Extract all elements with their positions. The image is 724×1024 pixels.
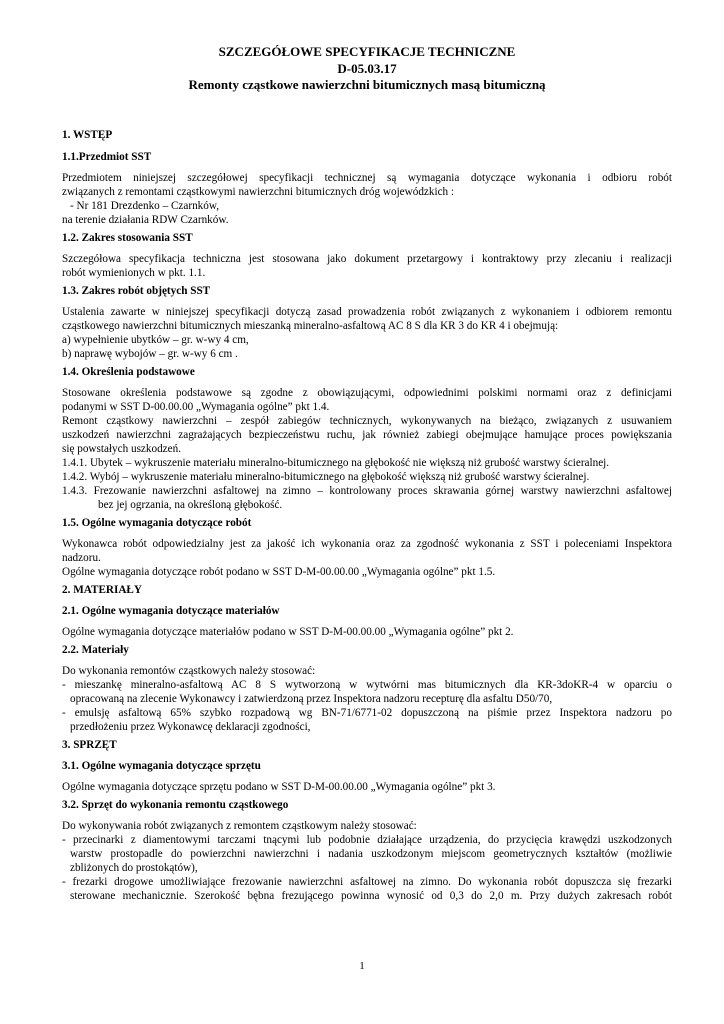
- paragraph-line: podanymi w SST D-00.00.00 „Wymagania ogólne” pkt 1.4.: [62, 400, 330, 413]
- section-heading: 3. SPRZĘT: [62, 738, 117, 751]
- list-item: sterowane mechanicznie. Szerokość bębna frezującego powinna wynosić od 0,3 do 2,0 m. Przy dużych zakresach robót: [70, 889, 672, 902]
- list-item: - frezarki drogowe umożliwiające frezowanie nawierzchni asfaltowej na zimno. Do wykonania robót dopuszcza się frezarki: [62, 875, 672, 888]
- document-page: [62, 44, 672, 903]
- subsection-heading: 3.1. Ogólne wymagania dotyczące sprzętu: [62, 759, 261, 772]
- paragraph-line: Ogólne wymagania dotyczące sprzętu podano w SST D-M-00.00.00 „Wymagania ogólne” pkt 3.: [62, 780, 496, 793]
- subsection-heading: 3.2. Sprzęt do wykonania remontu cząstkowego: [62, 798, 289, 811]
- page-number: 1: [359, 960, 365, 972]
- paragraph-line: Do wykonania remontów cząstkowych należy stosować:: [62, 664, 316, 677]
- list-item: opracowaną na zlecenie Wykonawcy i zatwierdzoną przez Inspektora nadzoru recepturę dla asfaltu D50/70,: [70, 692, 553, 705]
- subsection-heading: 1.1.Przedmiot SST: [62, 150, 152, 163]
- list-item: zbliżonych do prostokątów),: [70, 861, 198, 874]
- paragraph-line: Do wykonywania robót związanych z remontem cząstkowym należy stosować:: [62, 819, 417, 832]
- paragraph-line: Wykonawca robót odpowiedzialny jest za jakość ich wykonania oraz za zgodność wykonania z SST i poleceniami Inspektora: [62, 537, 672, 550]
- section-heading: 1. WSTĘP: [62, 128, 113, 141]
- list-item: warstw prostopadle do powierzchni nawierzchni i nadania uszkodzonym miejscom geometrycznych kształtów (możliwie: [70, 847, 672, 860]
- doc-code: D-05.03.17: [337, 60, 397, 76]
- definition-item: bez jej ogrzania, na określoną głębokość.: [98, 498, 283, 511]
- list-item: - mieszankę mineralno-asfaltową AC 8 S wytworzoną w wytwórni mas bitumicznych dla KR-3doKR-4 w oparciu o: [62, 678, 672, 691]
- section-heading: 2. MATERIAŁY: [62, 583, 142, 596]
- paragraph-line: Stosowane określenia podstawowe są zgodne z obowiązującymi, odpowiednimi polskimi normami oraz z definicjami: [62, 386, 672, 399]
- paragraph-line: cząstkowego nawierzchni bitumicznych mieszanką mineralno-asfaltową AC 8 S dla KR 3 do KR 4 i obejmują:: [62, 319, 559, 332]
- paragraph-line: związanych z remontami cząstkowymi nawierzchni bitumicznych dróg wojewódzkich :: [62, 185, 455, 198]
- subsection-heading: 1.3. Zakres robót objętych SST: [62, 284, 211, 297]
- paragraph-line: Ogólne wymagania dotyczące robót podano w SST D-M-00.00.00 „Wymagania ogólne” pkt 1.5.: [62, 565, 496, 578]
- subsection-heading: 1.4. Określenia podstawowe: [62, 365, 195, 378]
- paragraph-line: a) wypełnienie ubytków – gr. w-wy 4 cm,: [62, 333, 249, 346]
- list-item: - emulsję asfaltową 65% szybko rozpadową wg BN-71/6771-02 dopuszczoną na piśmie przez Inspektora nadzoru po: [62, 706, 672, 719]
- paragraph-line: Przedmiotem niniejszej szczegółowej specyfikacji technicznej są wymagania dotyczące wykonania i odbioru robót: [62, 171, 672, 184]
- paragraph-line: Remont cząstkowy nawierzchni – zespół zabiegów technicznych, wykonywanych na bieżąco, związanych z usuwaniem: [62, 414, 672, 427]
- paragraph-line: się powstałych uszkodzeń.: [62, 442, 181, 455]
- list-item: przedłożeniu przez Wykonawcę deklaracji zgodności,: [70, 720, 311, 733]
- paragraph-line: Szczegółowa specyfikacja techniczna jest stosowana jako dokument przetargowy i kontraktowy przy zlecaniu i realizacji: [62, 252, 672, 265]
- subsection-heading: 2.2. Materiały: [62, 643, 129, 656]
- title-block: [62, 44, 672, 94]
- paragraph-line: nadzoru.: [62, 551, 101, 564]
- subsection-heading: 1.2. Zakres stosowania SST: [62, 231, 193, 244]
- paragraph-line: b) naprawę wybojów – gr. w-wy 6 cm .: [62, 347, 238, 360]
- paragraph-line: Ogólne wymagania dotyczące materiałów podano w SST D-M-00.00.00 „Wymagania ogólne” pkt 2.: [62, 625, 514, 638]
- definition-item: 1.4.3. Frezowanie nawierzchni asfaltowej na zimno – kontrolowany proces skrawania górnej warstwy nawierzchni asfaltowej: [62, 484, 672, 497]
- subsection-heading: 2.1. Ogólne wymagania dotyczące materiałów: [62, 604, 280, 617]
- paragraph-line: Ustalenia zawarte w niniejszej specyfikacji dotyczą zasad prowadzenia robót związanych z wykonaniem i odbiorem remontu: [62, 305, 672, 318]
- doc-subtitle: Remonty cząstkowe nawierzchni bitumicznych masą bitumiczną: [188, 77, 546, 92]
- paragraph-line: - Nr 181 Drezdenko – Czarnków,: [70, 199, 220, 212]
- list-item: - przecinarki z diamentowymi tarczami tnącymi lub podobnie działające urządzenia, do przycięcia krawędzi uszkodzonych: [62, 833, 672, 846]
- subsection-heading: 1.5. Ogólne wymagania dotyczące robót: [62, 516, 252, 529]
- paragraph-line: na terenie działania RDW Czarnków.: [62, 213, 229, 226]
- paragraph-line: uszkodzeń nawierzchni zagrażających bezpieczeństwu ruchu, jak również zabiegi obejmujące hamujące proces powiększania: [62, 428, 672, 441]
- doc-title: SZCZEGÓŁOWE SPECYFIKACJE TECHNICZNE: [218, 44, 516, 59]
- paragraph-line: robót wymienionych w pkt. 1.1.: [62, 266, 206, 279]
- definition-item: 1.4.1. Ubytek – wykruszenie materiału mineralno-bitumicznego na głębokość nie większą niż grubość warstwy ścieralnej.: [62, 456, 610, 469]
- definition-item: 1.4.2. Wybój – wykruszenie materiału mineralno-bitumicznego na głębokość większą niż grubość warstwy ścieralnej.: [62, 470, 590, 483]
